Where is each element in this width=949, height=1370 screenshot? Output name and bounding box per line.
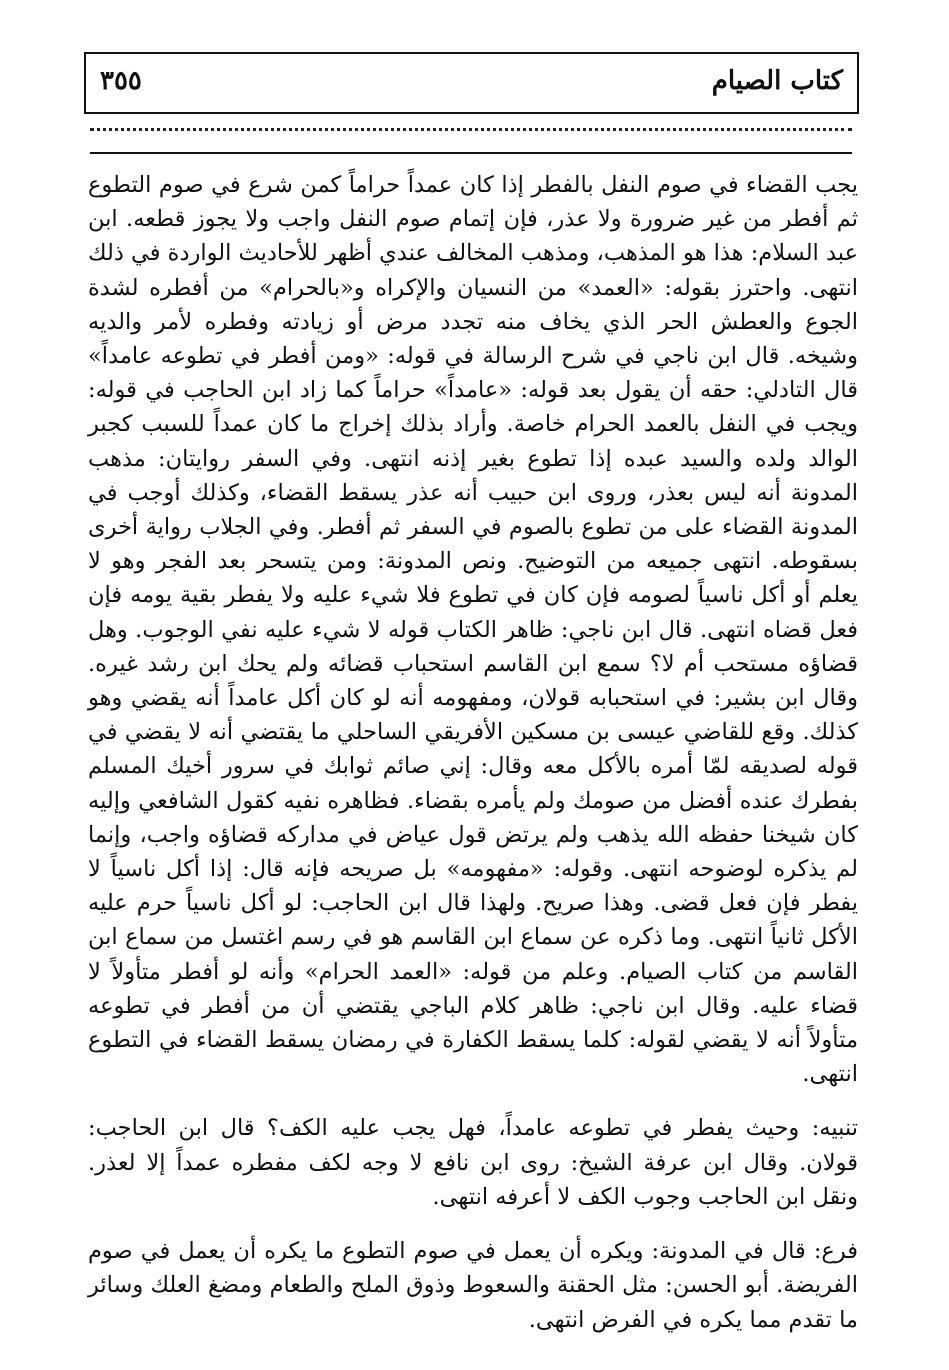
dotted-separator xyxy=(90,128,852,131)
paragraph-note: تنبيه: وحيث يفطر في تطوعه عامداً، فهل يجب عليه الكف؟ قال ابن الحاجب: قولان. وقال ابن عرفة الشيخ: روى ابن نافع لا وجه لكف مفطره عمداً إلا لعذر. ونقل ابن الحاجب وجوب الكف لا أعرفه انتهى. xyxy=(88,1115,858,1210)
page-number: ٣٥٥ xyxy=(100,66,142,96)
body-text xyxy=(88,168,858,1337)
paragraph-main: يجب القضاء في صوم النفل بالفطر إذا كان عمداً حراماً كمن شرع في صوم التطوع ثم أفطر من غير ضرورة ولا عذر، فإن إتمام صوم النفل واجب ولا يجوز قطعه. ابن عبد السلام: هذا هو المذهب، ومذهب المخالف عندي أظهر للأحاديث الواردة في ذلك انتهى. واحترز بقوله: «العمد» من النسيان والإكراه و«بالحرام» من أفطره لشدة الجوع والعطش الحر الذي يخاف منه تجدد مرض أو زيادته وفطره لأمر والديه وشيخه. قال ابن ناجي في شرح الرسالة في قوله: «ومن أفطر في تطوعه عامداً» قال التادلي: حقه أن يقول بعد قوله: «عامداً» حراماً كما زاد ابن الحاجب في قوله: ويجب في النفل بالعمد الحرام خاصة. وأراد بذلك إخراج ما كان عمداً للسبب كجبر الوالد ولده والسيد عبده إذا تطوع بغير إذنه انتهى. وفي السفر روايتان: مذهب المدونة أنه ليس بعذر، وروى ابن حبيب أنه عذر يسقط القضاء، وكذلك أوجب في المدونة القضاء على من تطوع بالصوم في السفر ثم أفطر. وفي الجلاب رواية أخرى بسقوطه. انتهى جميعه من التوضيح. ونص المدونة: ومن يتسحر بعد الفجر وهو لا يعلم أو أكل ناسياً لصومه فإن كان في تطوع فلا شيء عليه ولا يفطر بقية يومه فإن فعل قضاه انتهى. قال ابن ناجي: ظاهر الكتاب قوله لا شيء عليه نفي الوجوب. وهل قضاؤه مستحب أم لا؟ سمع ابن القاسم استحباب قضائه ولم يحك ابن رشد غيره. وقال ابن بشير: في استحبابه قولان، ومفهومه أنه لو كان أكل عامداً أنه يقضي وهو كذلك. وقع للقاضي عيسى بن مسكين الأفريقي الساحلي ما يقتضي أنه لا يقضي في قوله لصديقه لمّا أمره بالأكل معه وقال: إني صائم ثوابك في سرور أخيك المسلم بفطرك عنده أفضل من صومك ولم يأمره بقضاء. فظاهره نفيه كقول الشافعي وإليه كان شيخنا حفظه الله يذهب ولم يرتض قول عياض في مداركه قضاؤه واجب، وإنما لم يذكره لوضوحه انتهى. وقوله: «مفهومه» بل صريحه فإنه قال: إذا أكل ناسياً لا يفطر فإن فعل قضى. وهذا صريح. ولهذا قال ابن الحاجب: لو أكل ناسياً حرم عليه الأكل ثانياً انتهى. وما ذكره عن سماع ابن القاسم هو في رسم اغتسل من سماع ابن القاسم من كتاب الصيام. وعلم من قوله: «العمد الحرام» وأنه لو أفطر متأولاً لا قضاء عليه. وقال ابن ناجي: ظاهر كلام الباجي يقتضي أن من أفطر في تطوعه متأولاً أنه لا يقضي لقوله: كلما يسقط الكفارة في رمضان يسقط القضاء في التطوع انتهى. xyxy=(88,172,858,1088)
solid-separator xyxy=(90,152,852,154)
paragraph-branch: فرع: قال في المدونة: ويكره أن يعمل في صوم التطوع ما يكره أن يعمل في صوم الفريضة. أبو الحسن: مثل الحقنة والسعوط وذوق الملح والطعام ومضغ العلك وسائر ما تقدم مما يكره في الفرض انتهى. xyxy=(88,1238,858,1333)
chapter-title: كتاب الصيام xyxy=(711,66,843,96)
running-header xyxy=(84,52,859,114)
